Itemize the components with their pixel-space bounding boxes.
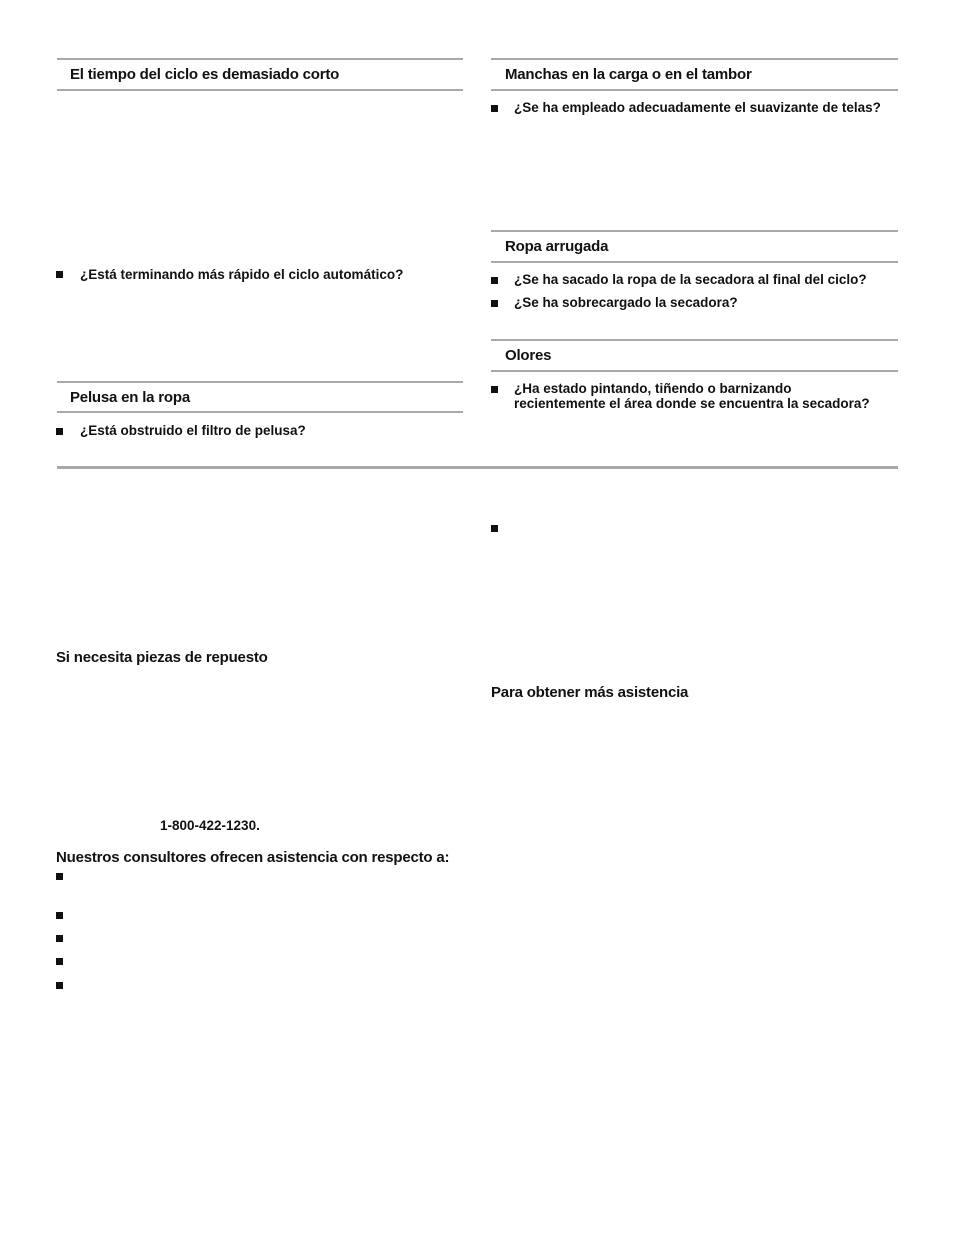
bullet-icon (56, 935, 63, 942)
question-pintando-line1: ¿Ha estado pintando, tiñendo o barnizando (514, 381, 792, 396)
section-title-ropa-arrugada: Ropa arrugada (505, 238, 609, 255)
section-top-rule (491, 58, 898, 60)
question-suavizante: ¿Se ha empleado adecuadamente el suavizante de telas? (514, 100, 881, 115)
section-bottom-rule (57, 89, 463, 91)
heading-piezas-repuesto: Si necesita piezas de repuesto (56, 649, 268, 666)
bullet-icon (56, 271, 63, 278)
heading-consultores: Nuestros consultores ofrecen asistencia con respecto a: (56, 849, 450, 866)
bullet-icon (56, 873, 63, 880)
section-bottom-rule (57, 411, 463, 413)
bullet-icon (491, 525, 498, 532)
section-title-olores: Olores (505, 347, 552, 364)
section-bottom-rule (491, 370, 898, 372)
question-sobrecargado: ¿Se ha sobrecargado la secadora? (514, 295, 738, 310)
bullet-icon (56, 428, 63, 435)
bullet-icon (56, 982, 63, 989)
bullet-icon (491, 300, 498, 307)
bullet-icon (56, 912, 63, 919)
section-top-rule (57, 58, 463, 60)
section-top-rule (57, 381, 463, 383)
section-title-ciclo-corto: El tiempo del ciclo es demasiado corto (70, 66, 340, 83)
question-pintando-line2: recientemente el área donde se encuentra la secadora? (514, 396, 870, 411)
bullet-icon (491, 386, 498, 393)
bullet-icon (491, 105, 498, 112)
question-sacado-ropa: ¿Se ha sacado la ropa de la secadora al final del ciclo? (514, 272, 867, 287)
section-bottom-rule (491, 261, 898, 263)
question-ciclo-automatico: ¿Está terminando más rápido el ciclo automático? (80, 267, 404, 282)
page-divider (57, 466, 898, 469)
section-bottom-rule (491, 89, 898, 91)
phone-number: 1-800-422-1230. (160, 818, 260, 833)
section-title-pelusa: Pelusa en la ropa (70, 389, 190, 406)
question-filtro-pelusa: ¿Está obstruido el filtro de pelusa? (80, 423, 306, 438)
heading-mas-asistencia: Para obtener más asistencia (491, 684, 689, 701)
section-top-rule (491, 230, 898, 232)
section-top-rule (491, 339, 898, 341)
bullet-icon (56, 958, 63, 965)
bullet-icon (491, 277, 498, 284)
section-title-manchas: Manchas en la carga o en el tambor (505, 66, 752, 83)
